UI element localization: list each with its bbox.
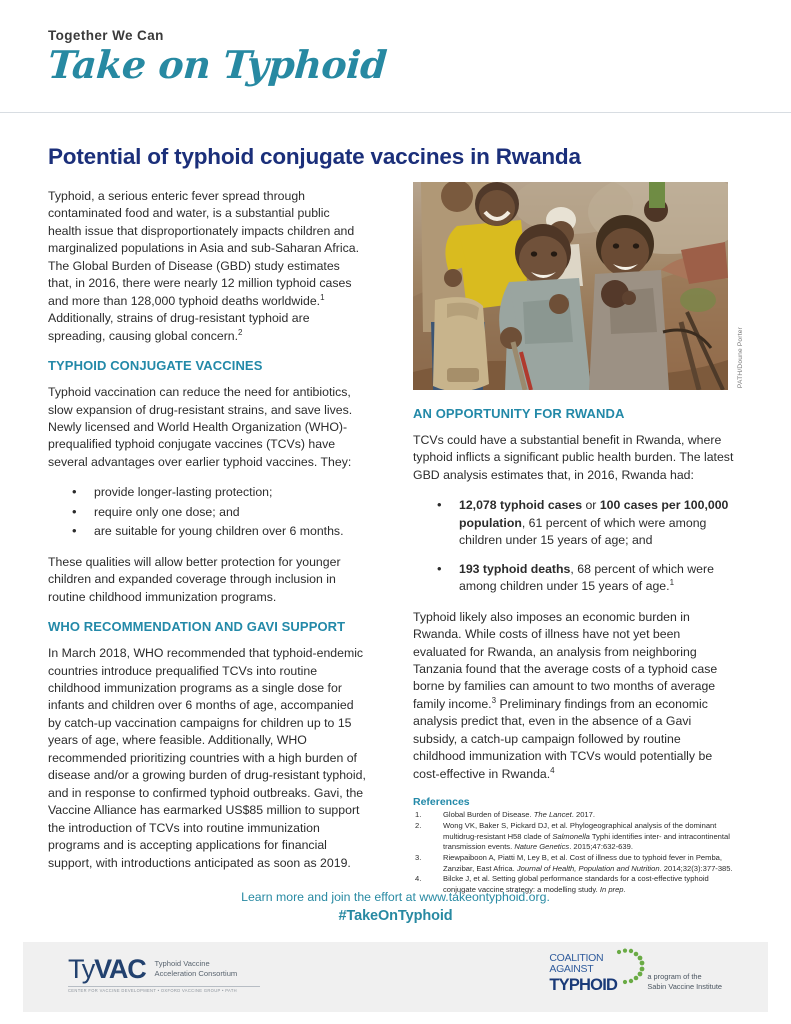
section2-paragraph: In March 2018, WHO recommended that typhoid-endemic countries introduce prequalified TCVs into routine childhood immunization programs as a single dose for infants and children over 6 months of age, accompanied by catch-up vaccination campaigns for children up to 15 years of age, where feasible. Additionally, WHO recommended prioritizing countries with a high burden of disease and/or a growing burden of drug-resistant typhoid, and in response to confirmed typhoid outbreaks. Gavi, the Vaccine Alliance has earmarked US$85 million to support the introduction of TCVs into routine immunization programs and is accepting applications for financial support, with introductions anticipated as soon as 2019. [48,646,366,870]
section-heading-who-recommendation: WHO RECOMMENDATION AND GAVI SUPPORT [48,619,346,635]
learn-more-link[interactable]: Learn more and join the effort at www.takeontyphoid.org. [241,890,550,904]
tyvac-divider [68,986,260,987]
photo-credit: PATH/Doune Porter [737,326,744,388]
reference-journal: Nature Genetics [514,842,570,852]
list-item: • require only one dose; and [94,504,366,521]
tyvac-vac: VAC [94,954,146,984]
reference-journal: Journal of Health, Population and Nutrition [516,863,660,873]
brand-tagline: Together We Can [48,28,164,43]
reference-text: Bilcke J, et al. Setting global performance standards for a cost-effective typhoid conjugate vaccine strategy: a modelling study. [443,874,709,894]
economic-text-b: Preliminary findings from an economic analysis predict that, even in the absence of a Gavi subsidy, a catch-up campaign followed by routine childhood immunization with TCVs would potentially be cost-effective in Rwanda. [413,696,713,781]
cat-line-2: AGAINST [549,963,594,976]
stat-conjunction: or [582,498,600,513]
tyvac-subtitle [155,959,238,980]
section1-closing-paragraph: These qualities will allow better protection for younger children and expanded coverage through inclusion in routine childhood immunization programs. [48,554,341,604]
header-divider [0,112,791,113]
footnote-ref-1: 1 [669,578,675,588]
reference-item [413,821,735,852]
sabin-attribution [647,972,722,992]
reference-text: Wong VK, Baker S, Pickard DJ, et al. Phylogeographical analysis of the dominant multidrug-resistant H58 clade of [443,821,717,841]
page-title: Potential of typhoid conjugate vaccines in Rwanda [48,144,581,170]
reference-item [413,853,735,874]
intro-paragraph [48,188,366,345]
opportunity-lead-paragraph: TCVs could have a substantial benefit in Rwanda, where typhoid inflicts a significant public health burden. The latest GBD analysis estimates that, in 2016, Rwanda had: [413,433,734,482]
intro-text-cont: Additionally, strains of drug-resistant typhoid are spreading, causing global concern. [48,311,310,343]
economic-burden-paragraph [413,609,735,784]
section-heading-typhoid-conjugate-vaccines: TYPHOID CONJUGATE VACCINES [48,358,263,374]
footnote-ref-2: 2 [238,327,243,337]
reference-tail: . 2017. [571,810,595,820]
left-column [48,188,366,885]
tyvac-wordmark [68,956,146,983]
cat-wordmark [549,953,635,994]
reference-tail: . [623,884,626,894]
stat-rate: 100 cases per 100,000 population [459,498,729,530]
cat-line-1: COALITION [549,952,604,964]
reference-tail: Typhi identifies inter- and intracontinental transmission events. [443,831,730,852]
footnote-ref-3: 3 [491,695,497,705]
green-swoosh-icon [611,948,647,986]
tyvac-partners: CENTER FOR VACCINE DEVELOPMENT • OXFORD VACCINE GROUP • PATH [68,988,237,993]
section1-paragraph: Typhoid vaccination can reduce the need for antibiotics, slow expansion of drug-resistant strains, and save lives. Newly licensed and World Health Organization (WHO)-prequalified typhoid conjugate vaccines (TCVs) have several advantages over earlier typhoid vaccines. They: [48,385,353,469]
section-heading-opportunity-rwanda: AN OPPORTUNITY FOR RWANDA [413,406,625,421]
tcv-advantages-list [48,484,366,540]
footnote-ref-4: 4 [550,765,555,775]
stat-cases: 12,078 typhoid cases [459,498,583,513]
reference-text: Global Burden of Disease. [443,810,534,820]
sabin-line1: a program of the [647,972,702,981]
reference-species: Salmonella [552,831,590,841]
stat-deaths: 193 typhoid deaths [459,561,571,576]
list-item: • provide longer-lasting protection; [94,484,366,501]
call-to-action [0,890,791,924]
tyvac-subtitle-line1: Typhoid Vaccine [154,959,210,968]
tyvac-logo [68,956,237,983]
list-item: • are suitable for young children over 6 months. [94,523,366,540]
intro-text: Typhoid, a serious enteric fever spread through contaminated food and water, is a substantial public health issue that disproportionately impacts children and marginalized populations in Asia and sub-Saharan Africa. The Global Burden of Disease (GBD) study estimates that, in 2016, there were nearly 12 million typhoid cases and more than 128,000 typhoid deaths worldwide. [48,189,360,308]
photo-figure [413,182,744,390]
cat-line-3: TYPHOID [549,975,618,994]
footnote-ref-1: 1 [320,292,325,302]
sabin-line2: Sabin Vaccine Institute [647,981,722,991]
brand-wordmark: Take on Typhoid [46,42,389,87]
reference-tail2: . 2015;47:632-639. [569,842,633,852]
reference-status: In prep [599,884,624,894]
tyvac-ty: Ty [68,954,95,984]
hashtag: #TakeOnTyphoid [338,908,453,924]
right-column [413,182,744,896]
references-list [413,810,735,895]
stat-cases-tail: , 61 percent of which were among children under 15 years of age; and [459,515,707,548]
references-heading: References [413,796,470,809]
reference-journal: The Lancet [533,810,572,820]
reference-item [413,810,735,820]
stat-deaths-tail: , 68 percent of which were among children under 15 years of age. [459,561,714,594]
reference-tail: . 2014;32(3):377-385. [659,863,733,873]
list-item [459,561,735,596]
reference-text: Riewpaiboon A, Piatti M, Ley B, et al. Cost of illness due to typhoid fever in Pemba, Zanzibar, East Africa. [443,853,723,873]
brand-logo [46,28,389,87]
rwanda-statistics-list [413,497,735,595]
economic-text-a: Typhoid likely also imposes an economic burden in Rwanda. While costs of illness have not yet been evaluated for Rwanda, an analysis from neighboring Tanzania found that the average costs of a typhoid case borne by families can amount to two months of average family income. [413,609,718,711]
list-item [459,497,735,549]
footer-logo-band [23,942,768,1012]
coalition-against-typhoid-logo [549,953,722,994]
photo-children-rwanda [413,182,728,390]
tyvac-subtitle-line2: Acceleration Consortium [154,969,238,979]
photo-illustration [413,182,728,390]
